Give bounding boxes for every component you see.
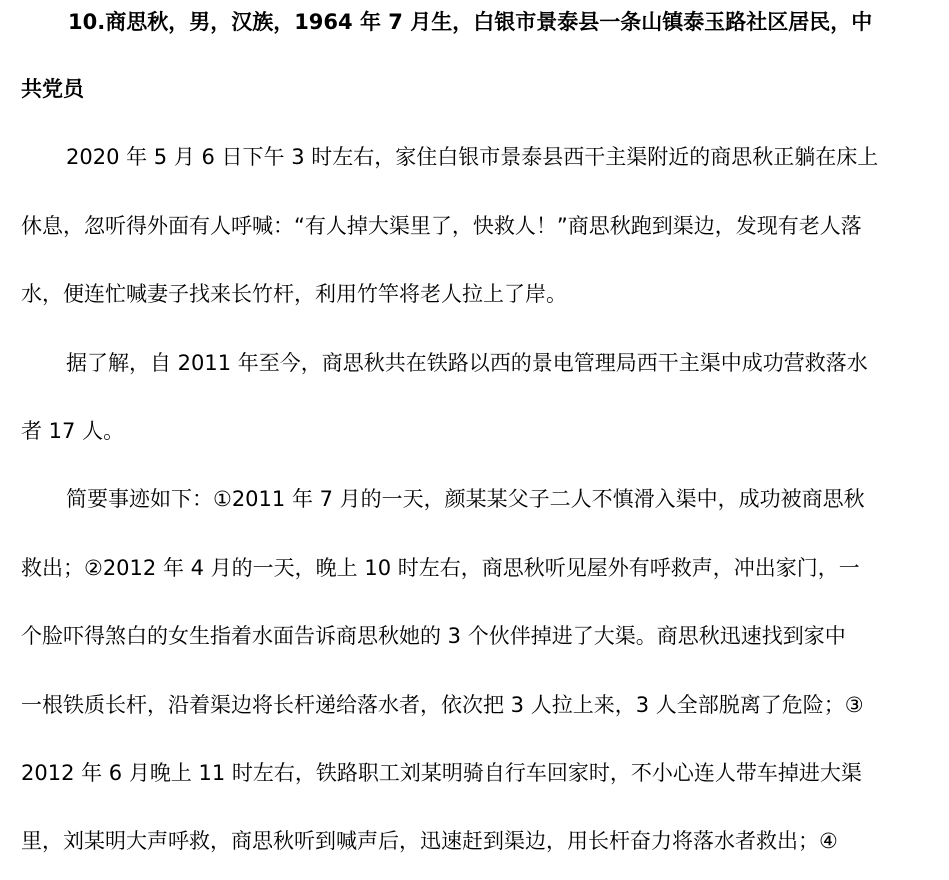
paragraph-3-line-4: 一根铁质长杆，沿着渠边将长杆递给落水者，依次把 3 人拉上来，3 人全部脱离了危险；③: [21, 693, 864, 717]
paragraph-1-line-1: 2020 年 5 月 6 日下午 3 时左右，家住白银市景泰县西干主渠附近的商思秋正躺在床上: [66, 145, 879, 169]
heading-line-1: 10.商思秋，男，汉族，1964 年 7 月生，白银市景泰县一条山镇泰玉路社区居民，中: [68, 10, 873, 34]
paragraph-3-line-3: 个脸吓得煞白的女生指着水面告诉商思秋她的 3 个伙伴掉进了大渠。商思秋迅速找到家中: [21, 624, 846, 648]
heading-line-2: 共党员: [21, 77, 84, 101]
paragraph-3-line-6: 里，刘某明大声呼救，商思秋听到喊声后，迅速赶到渠边，用长杆奋力将落水者救出；④: [21, 829, 838, 853]
paragraph-3-line-1: 简要事迹如下：①2011 年 7 月的一天，颜某某父子二人不慎滑入渠中，成功被商思秋: [66, 487, 865, 511]
paragraph-3-line-2: 救出；②2012 年 4 月的一天，晚上 10 时左右，商思秋听见屋外有呼救声，冲出家门，一: [21, 556, 860, 580]
paragraph-2-line-1: 据了解，自 2011 年至今，商思秋共在铁路以西的景电管理局西干主渠中成功营救落水: [66, 351, 868, 375]
paragraph-1-line-3: 水，便连忙喊妻子找来长竹杆，利用竹竿将老人拉上了岸。: [21, 282, 567, 306]
paragraph-3-line-5: 2012 年 6 月晚上 11 时左右，铁路职工刘某明骑自行车回家时，不小心连人带车掉进大渠: [21, 761, 862, 785]
paragraph-2-line-2: 者 17 人。: [21, 419, 125, 443]
paragraph-1-line-2: 休息，忽听得外面有人呼喊：“有人掉大渠里了，快救人！”商思秋跑到渠边，发现有老人落: [21, 214, 862, 238]
